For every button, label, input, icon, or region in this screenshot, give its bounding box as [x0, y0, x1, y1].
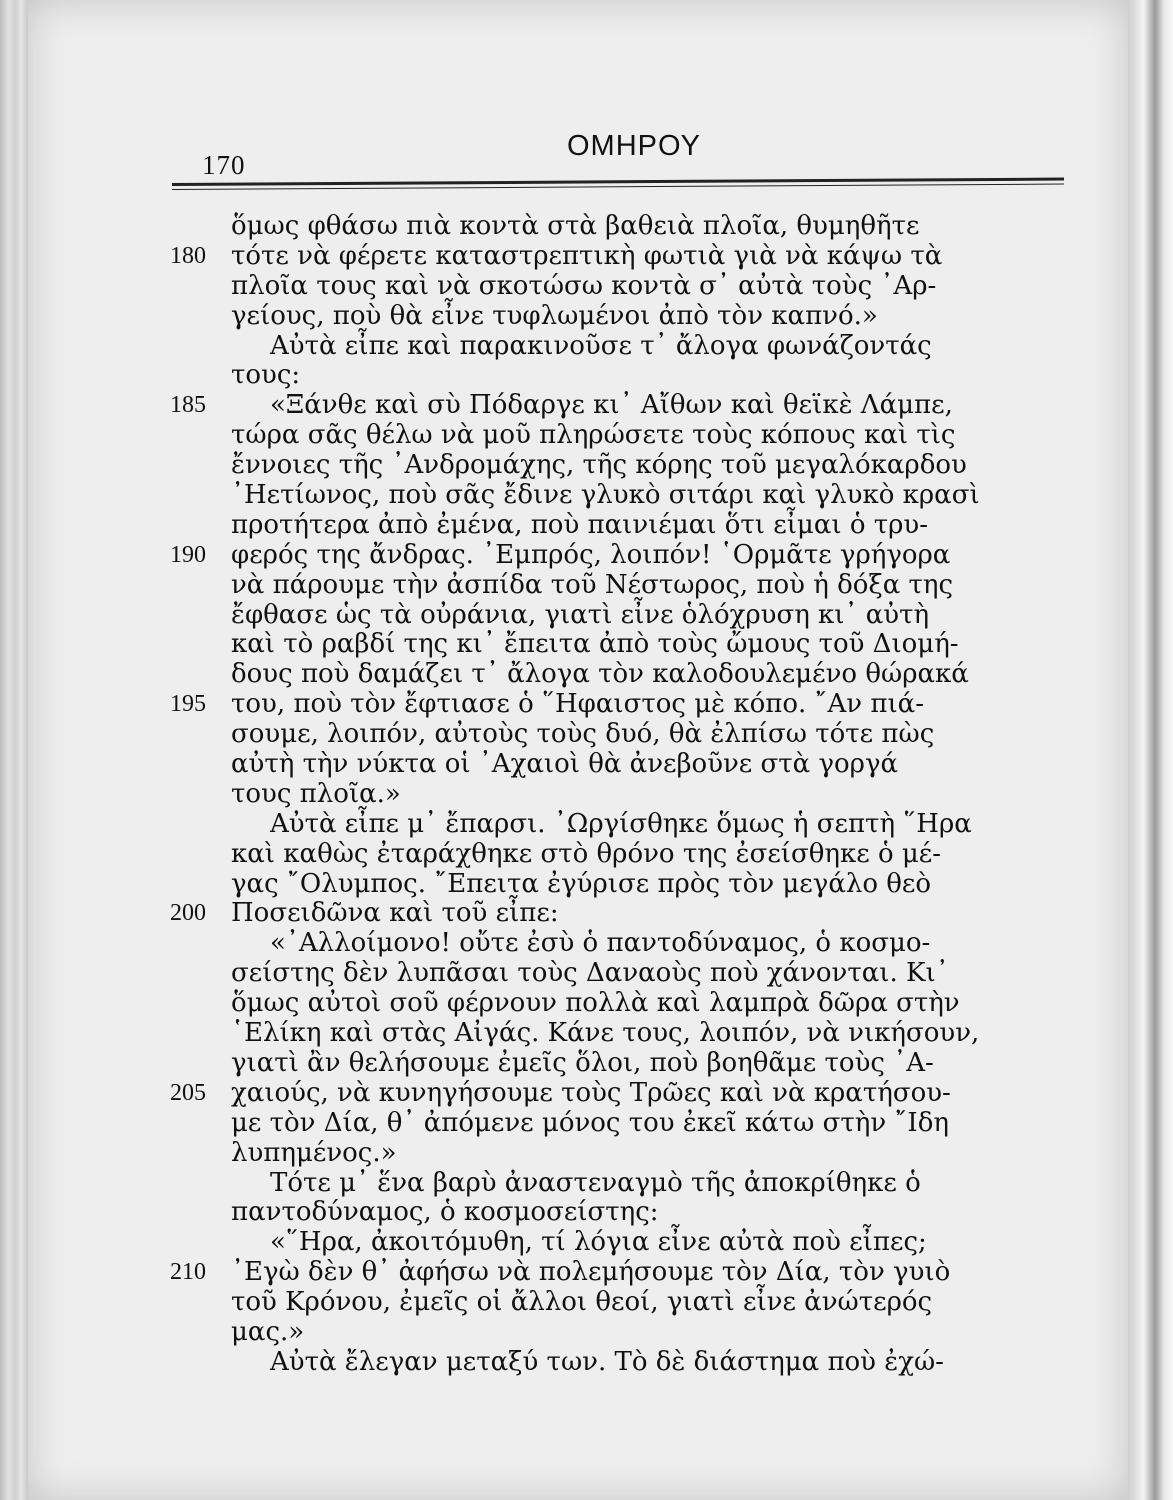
text-line: [170, 690, 1100, 720]
line-text: γιατὶ ἂν θελήσουμε ἐμεῖς ὅλοι, ποὺ βοηθᾶμε τοὺς ᾿Α-: [231, 1047, 934, 1078]
line-text: «῞Ηρα, ἀκοιτόμυθη, τί λόγια εἶνε αὐτὰ ποὺ εἶπες;: [270, 1227, 927, 1258]
text-line: [170, 780, 1100, 810]
line-text: «᾿Αλλοίμονο! οὔτε ἐσὺ ὁ παντοδύναμος, ὁ κοσμο-: [270, 928, 931, 959]
text-line: [170, 1228, 1100, 1258]
text-line: [170, 601, 1100, 631]
text-line: [170, 421, 1100, 451]
text-line: [170, 1288, 1100, 1318]
text-line: [170, 332, 1100, 362]
line-text: χαιούς, νὰ κυνηγήσουμε τοὺς Τρῶες καὶ νὰ κρατήσου-: [231, 1077, 951, 1108]
line-text: πλοῖα τους καὶ νὰ σκοτώσω κοντὰ σ᾿ αὐτὰ τοὺς ᾿Αρ-: [231, 270, 937, 301]
text-line: [170, 1139, 1100, 1169]
line-text: φερός της ἄνδρας. ᾿Εμπρός, λοιπόν! ῾Ορμᾶτε γρήγορα: [231, 539, 951, 570]
line-text: δους ποὺ δαμάζει τ᾿ ἄλογα τὸν καλοδουλεμένο θώρακά: [231, 659, 969, 690]
text-line: [170, 451, 1100, 481]
text-line: [170, 989, 1100, 1019]
line-text: αὐτὴ τὴν νύκτα οἱ ᾿Αχαιοὶ θὰ ἀνεβοῦνε στὰ γοργά: [231, 749, 899, 780]
line-text: λυπημένος.»: [231, 1137, 397, 1168]
text-line: [170, 720, 1100, 750]
text-line: [170, 959, 1100, 989]
text-line: [170, 1318, 1100, 1348]
text-line: [170, 1348, 1100, 1378]
book-spine-left: [0, 0, 28, 1500]
line-text: καὶ τὸ ραβδί της κι᾿ ἔπειτα ἀπὸ τοὺς ὤμους τοῦ Διομή-: [231, 629, 959, 660]
line-text: προτήτερα ἀπὸ ἐμένα, ποὺ παινιέμαι ὅτι εἶμαι ὁ τρυ-: [231, 509, 929, 540]
text-line: [170, 1258, 1100, 1288]
line-text: καὶ καθὼς ἐταράχθηκε στὸ θρόνο της ἐσείσθηκε ὁ μέ-: [231, 838, 942, 869]
text-line: [170, 391, 1100, 421]
line-text: Αὐτὰ εἶπε καὶ παρακινοῦσε τ᾿ ἄλογα φωνάζοντάς: [270, 330, 932, 361]
line-text: Αὐτὰ ἔλεγαν μεταξύ των. Τὸ δὲ διάστημα ποὺ ἐχώ-: [270, 1346, 944, 1377]
text-line: [170, 302, 1100, 332]
line-text: γας ῎Ολυμπος. ῎Επειτα ἐγύρισε πρὸς τὸν μεγάλο θεὸ: [231, 868, 932, 899]
text-line: [170, 242, 1100, 272]
page-number: 170: [202, 150, 246, 180]
text-line: [170, 1079, 1100, 1109]
line-text: Αὐτὰ εἶπε μ᾿ ἔπαρσι. ᾿Ωργίσθηκε ὅμως ἡ σεπτὴ ῞Ηρα: [270, 808, 972, 839]
text-line: [170, 212, 1100, 242]
line-number: 200: [170, 900, 206, 927]
line-text: τους πλοῖα.»: [231, 778, 401, 809]
line-number: 195: [170, 691, 206, 718]
line-text: τότε νὰ φέρετε καταστρεπτικὴ φωτιὰ γιὰ νὰ κάψω τὰ: [231, 240, 943, 271]
text-line: [170, 1109, 1100, 1139]
text-line: [170, 1049, 1100, 1079]
text-line: [170, 929, 1100, 959]
line-text: μας.»: [231, 1316, 305, 1347]
page-header: [172, 128, 1064, 178]
text-line: [170, 630, 1100, 660]
text-line: [170, 870, 1100, 900]
text-line: [170, 1169, 1100, 1199]
text-line: [170, 750, 1100, 780]
text-line: [170, 272, 1100, 302]
running-head: ΟΜΗΡΟΥ: [567, 130, 701, 162]
line-text: ἔφθασε ὡς τὰ οὐράνια, γιατὶ εἶνε ὁλόχρυση κι᾿ αὐτὴ: [231, 599, 930, 630]
text-line: [170, 511, 1100, 541]
line-text: Ποσειδῶνα καὶ τοῦ εἶπε:: [231, 898, 559, 929]
line-text: ὅμως αὐτοὶ σοῦ φέρνουν πολλὰ καὶ λαμπρὰ δῶρα στὴν: [231, 988, 960, 1019]
text-line: [170, 481, 1100, 511]
line-text: τους:: [231, 360, 301, 391]
text-line: [170, 1198, 1100, 1228]
text-line: [170, 571, 1100, 601]
book-gutter-right: [1128, 0, 1173, 1500]
line-number: 205: [170, 1079, 206, 1106]
line-text: Τότε μ᾿ ἕνα βαρὺ ἀναστεναγμὸ τῆς ἀποκρίθηκε ὁ: [270, 1167, 921, 1198]
line-text: σείστης δὲν λυπᾶσαι τοὺς Δαναοὺς ποὺ χάνονται. Κι᾿: [231, 958, 949, 989]
text-line: [170, 840, 1100, 870]
text-line: [170, 899, 1100, 929]
text-line: [170, 810, 1100, 840]
text-line: [170, 361, 1100, 391]
line-text: παντοδύναμος, ὁ κοσμοσείστης:: [231, 1197, 659, 1228]
line-number: 190: [170, 541, 206, 568]
line-text: «Ξάνθε καὶ σὺ Πόδαργε κι᾿ Αἴθων καὶ θεϊκὲ Λάμπε,: [270, 390, 953, 421]
line-text: ὅμως φθάσω πιὰ κοντὰ στὰ βαθειὰ πλοῖα, θυμηθῆτε: [231, 211, 920, 241]
poem-text-block: [170, 212, 1100, 1378]
line-text: με τὸν Δία, θ᾿ ἀπόμενε μόνος του ἐκεῖ κάτω στὴν ῎Ιδη: [231, 1107, 949, 1138]
line-text: ᾿Εγὼ δὲν θ᾿ ἀφήσω νὰ πολεμήσουμε τὸν Δία, τὸν γυιὸ: [231, 1257, 951, 1288]
line-number: 210: [170, 1259, 206, 1286]
text-line: [170, 1019, 1100, 1049]
line-text: του, ποὺ τὸν ἔφτιασε ὁ ῞Ηφαιστος μὲ κόπο. ῎Αν πιά-: [231, 689, 924, 720]
line-text: ῾Ελίκη καὶ στὰς Αἰγάς. Κάνε τους, λοιπόν, νὰ νικήσουν,: [231, 1018, 980, 1049]
line-text: ἔννοιες τῆς ᾿Ανδρομάχης, τῆς κόρης τοῦ μεγαλόκαρδου: [231, 450, 967, 481]
line-text: ᾿Ηετίωνος, ποὺ σᾶς ἔδινε γλυκὸ σιτάρι καὶ γλυκὸ κρασὶ: [231, 480, 980, 511]
line-text: νὰ πάρουμε τὴν ἀσπίδα τοῦ Νέστωρος, ποὺ ἡ δόξα της: [231, 569, 954, 600]
line-text: γείους, ποὺ θὰ εἶνε τυφλωμένοι ἀπὸ τὸν καπνό.»: [231, 300, 878, 331]
line-number: 185: [170, 392, 206, 419]
text-line: [170, 660, 1100, 690]
line-text: τώρα σᾶς θέλω νὰ μοῦ πληρώσετε τοὺς κόπους καὶ τὶς: [231, 420, 956, 451]
text-line: [170, 541, 1100, 571]
line-text: τοῦ Κρόνου, ἐμεῖς οἱ ἄλλοι θεοί, γιατὶ εἶνε ἀνώτερός: [231, 1287, 933, 1318]
line-number: 180: [170, 242, 206, 269]
line-text: σουμε, λοιπόν, αὐτοὺς τοὺς δυό, θὰ ἐλπίσω τότε πὼς: [231, 719, 935, 750]
